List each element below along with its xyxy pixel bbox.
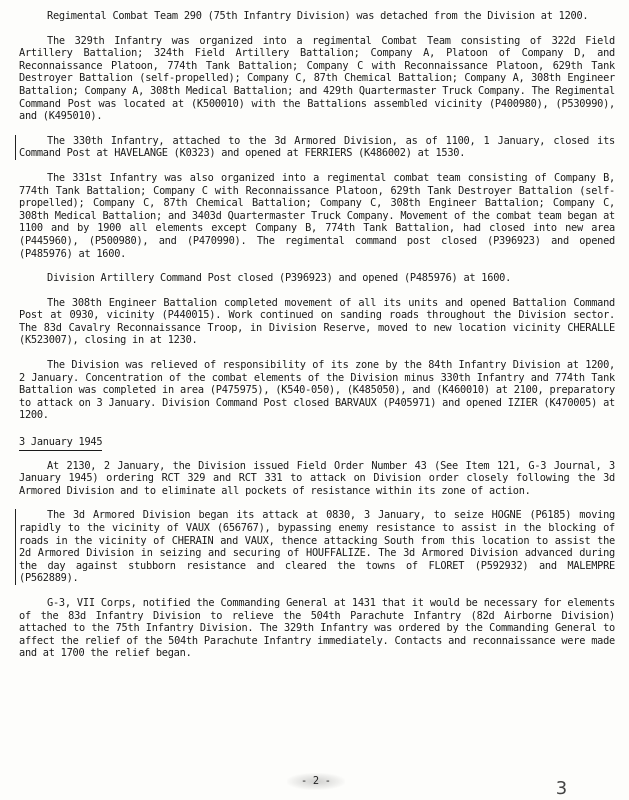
date-heading: 3 January 1945 <box>19 436 102 451</box>
page-number: - 2 - <box>287 773 345 790</box>
paragraph-vii-corps-relief: G-3, VII Corps, notified the Commanding General at 1431 that it would be necessary for elements of the 83d Infantry Division to relieve the 504th Parachute Infantry (82d Airborne Division) attached to the 75th Infantry Division. The 329th Infantry was ordered by the Commanding General to affect the relief of the 504th Parachute Infantry immediately. Contacts and reconnaissance were made and at 1700 the relief began. <box>19 596 615 660</box>
paragraph-330th-infantry: The 330th Infantry, attached to the 3d Armored Division, as of 1100, 1 January, closed its Command Post at HAVELANGE (K0323) and opened at FERRIERS (K486002) at 1530. <box>15 135 615 160</box>
page-footer <box>0 770 629 800</box>
paragraph-field-order-43: At 2130, 2 January, the Division issued Field Order Number 43 (See Item 121, G-3 Journal, 3 January 1945) ordering RCT 329 and RCT 331 to attack on Division order closely following the 3d Armored Division and to eliminate all pockets of resistance within its zone of action. <box>19 459 615 497</box>
paragraph-3d-armored-attack: The 3d Armored Division began its attack at 0830, 3 January, to seize HOGNE (P6185) moving rapidly to the vicinity of VAUX (656767), bypassing enemy resistance to assist in the blocking of roads in the vicinity of CHERAIN and VAUX, thence attacking South from this location to assist the 2d Armored Division in seizing and securing of HOUFFALIZE. The 3d Armored Division advanced during the day against stubborn resistance and cleared the towns of FLORET (P592932) and MALEMPRE (P562889). <box>15 509 615 585</box>
corner-mark: 3 <box>555 778 567 800</box>
paragraph-division-artillery: Division Artillery Command Post closed (P396923) and opened (P485976) at 1600. <box>47 272 512 285</box>
paragraph-308th-engineer: The 308th Engineer Battalion completed movement of all its units and opened Battalion Command Post at 0930, vicinity (P440015). Work continued on sanding roads throughout the Division sector. The 83d Cavalry Reconnaissance Troop, in Division Reserve, moved to new location vicinity CHERALLE (K523007), closing in at 1230. <box>19 296 615 347</box>
paragraph-331st-infantry: The 331st Infantry was also organized into a regimental combat team consisting of Company B, 774th Tank Battalion; Company C with Reconnaissance Platoon, 629th Tank Destroyer Battalion (self-propelled); Company C, 87th Chemical Battalion; Company C, 308th Engineer Battalion; Company C, 308th Medical Battalion; and 3403d Quartermaster Truck Company. Movement of the combat team began at 1100 and by 1900 all elements except Company B, 774th Tank Battalion, had closed into new area (P445960), (P500980), and (P470990). The regimental command post closed (P396923) and opened (P485976) at 1600. <box>19 171 615 260</box>
paragraph-rct-290-detached: Regimental Combat Team 290 (75th Infantry Division) was detached from the Division at 1200. <box>47 10 589 22</box>
paragraph-329th-infantry: The 329th Infantry was organized into a regimental Combat Team consisting of 322d Field Artillery Battalion; 324th Field Artillery Battalion; Company A, Platoon of Company D, and Reconnaissance Platoon, 774th Tank Battalion; Company C with Reconnaissance Platoon, 629th Tank Destroyer Battalion (self-propelled); Company C, 87th Chemical Battalion; Company A, 308th Engineer Battalion; Company A, 308th Medical Battalion; and 429th Quartermaster Truck Company. The Regimental Command Post was located at (K500010) with the Battalions assembled vicinity (P400980), (P530990), and (K495010). <box>19 34 615 123</box>
paragraph-division-relieved: The Division was relieved of responsibility of its zone by the 84th Infantry Division at 1200, 2 January. Concentration of the combat elements of the Division minus 330th Infantry and 774th Tank Battalion was completed in area (P475975), (K540-050), (K485050), and (K460010) at 2100, preparatory to attack on 3 January. Division Command Post closed BARVAUX (P405971) and opened IZIER (K470005) at 1200. <box>19 359 615 422</box>
